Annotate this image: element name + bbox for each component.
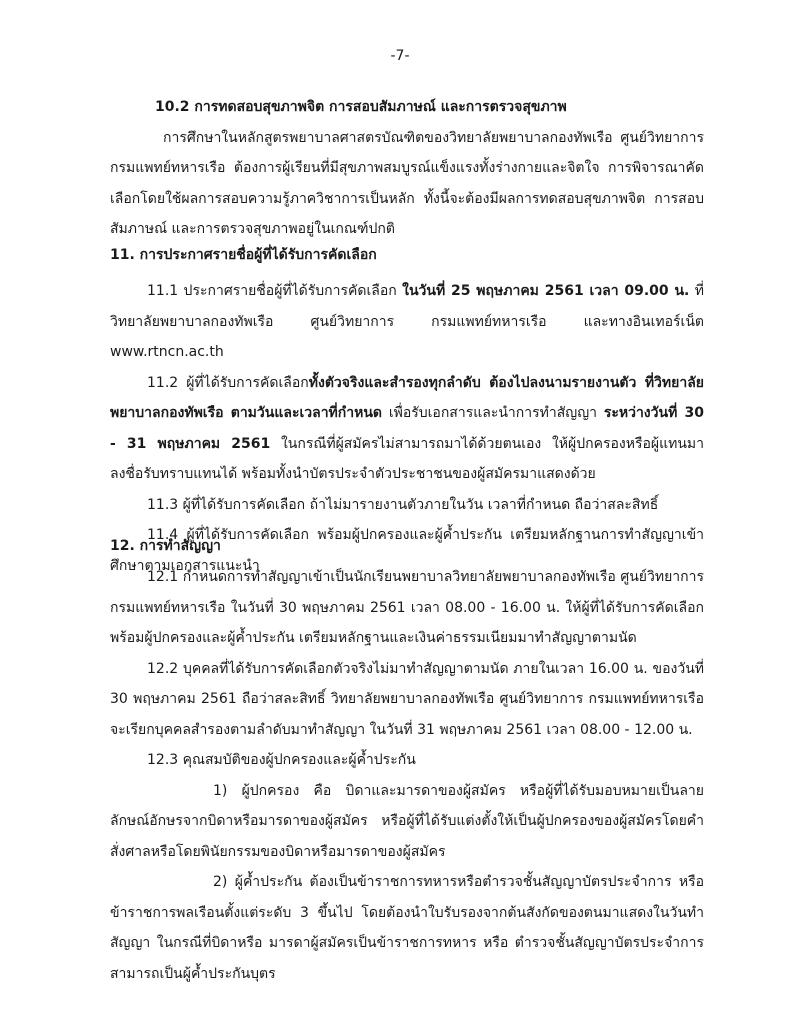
paragraph-12-3-2: 2) ผู้ค้ำประกัน ต้องเป็นข้าราชการทหารหรือตำรวจชั้นสัญญาบัตรประจำการ หรือข้าราชการพลเรือนตั้งแต่ระดับ 3 ขึ้นไป โดยต้องนำใบรับรองจากต้นสังกัดของตนมาแสดงในวันทำสัญญา ในกรณีที่บิดาหรือ มารดาผู้สมัครเป็นข้าราชการทหาร หรือ ตำรวจชั้นสัญญาบัตรประจำการ สามารถเป็นผู้ค้ำประกันบุตร <box>110 874 704 982</box>
paragraph-11-1-date: ในวันที่ 25 พฤษภาคม 2561 เวลา 09.00 น. <box>402 283 690 299</box>
paragraph-11-2-bold-d: ระหว่างวันที่ 30 - 31 พฤษภาคม 2561 <box>110 405 705 452</box>
paragraph-11-1-text-a: 11.1 ประกาศรายชื่อผู้ที่ได้รับการคัดเลือก <box>147 283 403 299</box>
paragraph-12-3-1: 1) ผู้ปกครอง คือ บิดาและมารดาของผู้สมัคร หรือผู้ที่ได้รับมอบหมายเป็นลายลักษณ์อักษรจากบิดาหรือมารดาของผู้สมัคร หรือผู้ที่ได้รับแต่งตั้งให้เป็นผู้ปกครองของผู้สมัครโดยคำสั่งศาลหรือโดยพินัยกรรมของบิดาหรือมารดาของผู้สมัคร <box>110 782 704 860</box>
paragraph-11-1-text-c: ที่วิทยาลัยพยาบาลกองทัพเรือ ศูนย์วิทยาการ กรมแพทย์ทหารเรือ และทางอินเทอร์เน็ต www.rtncn.ac.th <box>110 283 704 360</box>
section-12-heading: 12. การทำสัญญา <box>110 538 221 554</box>
paragraph-11-4: 11.4 ผู้ที่ได้รับการคัดเลือก พร้อมผู้ปกครองและผู้ค้ำประกัน เตรียมหลักฐานการทำสัญญาเข้าศึกษาตามเอกสารแนะนำ <box>110 527 704 574</box>
paragraph-11-2-text-a: 11.2 ผู้ที่ได้รับการคัดเลือก <box>147 374 309 391</box>
paragraph-11-3: 11.3 ผู้ที่ได้รับการคัดเลือก ถ้าไม่มารายงานตัวภายในวัน เวลาที่กำหนด ถือว่าสละสิทธิ์ <box>147 496 659 513</box>
section-12 <box>110 531 704 562</box>
page-number: -7- <box>390 48 410 64</box>
section-10-2-heading: 10.2 การทดสอบสุขภาพจิต การสอบสัมภาษณ์ และการตรวจสุขภาพ <box>155 99 567 115</box>
paragraph-12-1: 12.1 กำหนดการทำสัญญาเข้าเป็นนักเรียนพยาบาลวิทยาลัยพยาบาลกองทัพเรือ ศูนย์วิทยาการ กรมแพทย์ทหารเรือ ในวันที่ 30 พฤษภาคม 2561 เวลา 08.00 - 16.00 น. ให้ผู้ที่ได้รับการคัดเลือกพร้อมผู้ปกครองและผู้ค้ำประกัน เตรียมหลักฐานและเงินค่าธรรมเนียมมาทำสัญญาตามนัด <box>110 569 704 646</box>
paragraph-11-2-text-c: เพื่อรับเอกสารและนำการทำสัญญา <box>382 405 604 421</box>
paragraph-11-1 <box>110 276 704 368</box>
paragraph-11-2-bold-b: ทั้งตัวจริงและสำรองทุกลำดับ ต้องไปลงนามรายงานตัว ที่วิทยาลัยพยาบาลกองทัพเรือ ตามวันและเวลาที่กำหนด <box>110 374 704 421</box>
section-10-2-body: การศึกษาในหลักสูตรพยาบาลศาสตรบัณฑิตของวิทยาลัยพยาบาลกองทัพเรือ ศูนย์วิทยาการ กรมแพทย์ทหารเรือ ต้องการผู้เรียนที่มีสุขภาพสมบูรณ์แข็งแรงทั้งร่างกายและจิตใจ การพิจารณาคัดเลือกโดยใช้ผลการสอบความรู้ภาควิชาการเป็นหลัก ทั้งนี้จะต้องมีผลการทดสอบสุขภาพจิต การสอบสัมภาษณ์ และการตรวจสุขภาพอยู่ในเกณฑ์ปกติ <box>110 129 704 237</box>
section-11-heading: 11. การประกาศรายชื่อผู้ที่ได้รับการคัดเลือก <box>110 247 377 263</box>
paragraph-12-2: 12.2 บุคคลที่ได้รับการคัดเลือกตัวจริงไม่มาทำสัญญาตามนัด ภายในเวลา 16.00 น. ของวันที่ 30 พฤษภาคม 2561 ถือว่าสละสิทธิ์ วิทยาลัยพยาบาลกองทัพเรือ ศูนย์วิทยาการ กรมแพทย์ทหารเรือจะเรียกบุคคลสำรองตามลำดับมาทำสัญญา ในวันที่ 31 พฤษภาคม 2561 เวลา 08.00 - 12.00 น. <box>110 660 704 738</box>
section-10-2 <box>110 92 704 245</box>
paragraph-12-3: 12.3 คุณสมบัติของผู้ปกครองและผู้ค้ำประกัน <box>147 752 416 768</box>
section-12-body <box>110 562 704 989</box>
section-11 <box>110 240 704 271</box>
paragraph-11-2-text-e: ในกรณีที่ผู้สมัครไม่สามารถมาได้ด้วยตนเอง ให้ผู้ปกครองหรือผู้แทนมาลงชื่อรับทราบแทนได้ พร้อมทั้งนำบัตรประจำตัวประชาชนของผู้สมัครมาแสดงด้วย <box>110 435 704 482</box>
paragraph-11-2 <box>110 368 704 490</box>
